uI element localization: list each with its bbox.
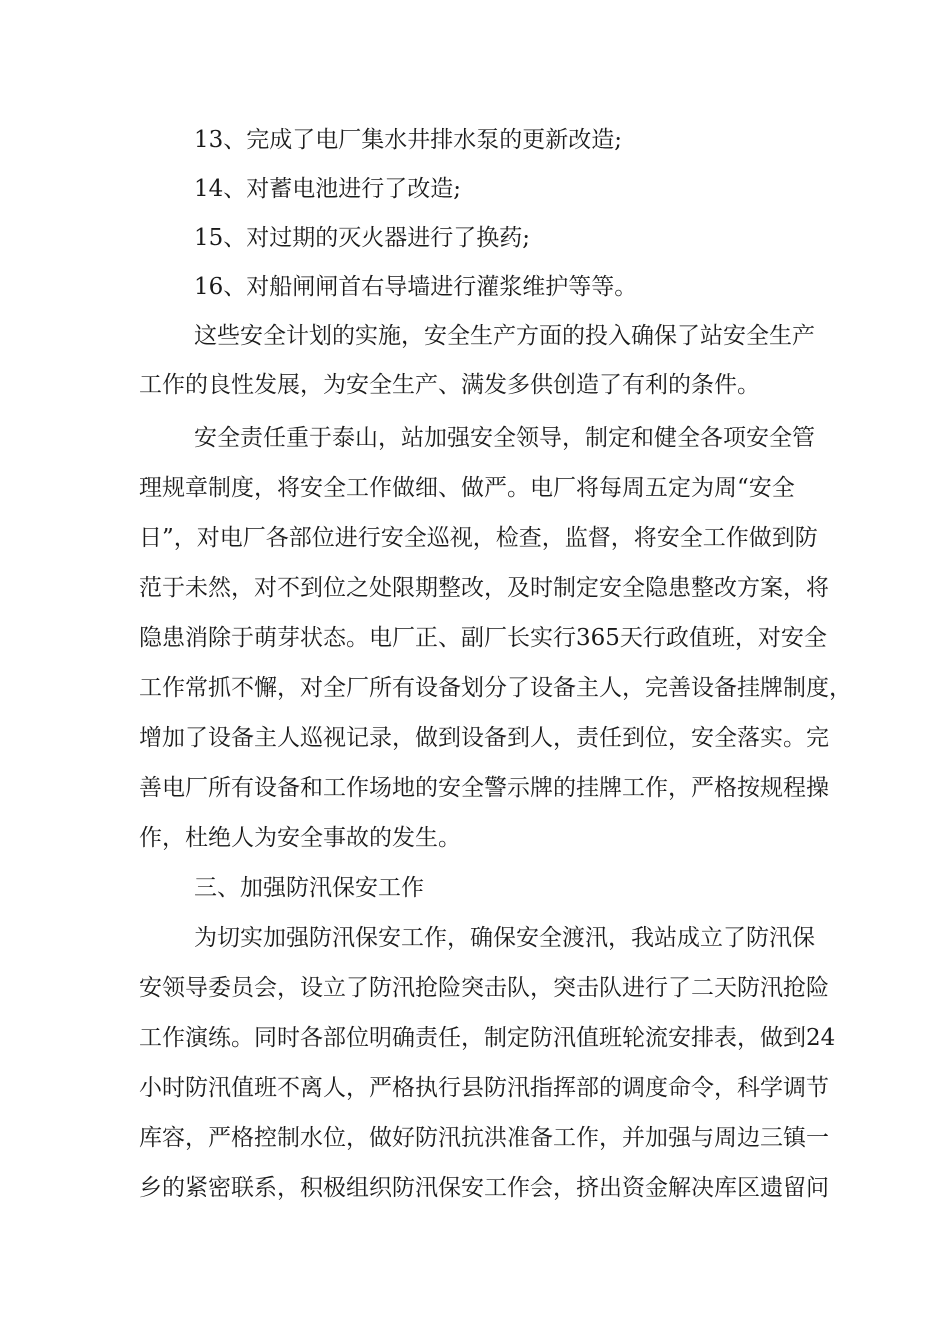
paragraph-line: 为切实加强防汛保安工作，确保安全渡汛，我站成立了防汛保: [194, 925, 815, 951]
paragraph-line: 工作常抓不懈，对全厂所有设备划分了设备主人，完善设备挂牌制度，: [139, 675, 852, 701]
paragraph-line: 这些安全计划的实施，安全生产方面的投入确保了站安全生产: [194, 323, 815, 349]
paragraph-line: 理规章制度，将安全工作做细、做严。电厂将每周五定为周“安全: [139, 475, 795, 501]
list-item-14: 14、对蓄电池进行了改造;: [194, 176, 462, 202]
list-item-15: 15、对过期的灭火器进行了换药;: [194, 225, 531, 251]
list-item-16: 16、对船闸闸首右导墙进行灌浆维护等等。: [194, 274, 638, 300]
paragraph-line: 安全责任重于泰山，站加强安全领导，制定和健全各项安全管: [194, 425, 815, 451]
paragraph-line: 日”，对电厂各部位进行安全巡视，检查，监督，将安全工作做到防: [139, 525, 818, 551]
paragraph-line: 范于未然，对不到位之处限期整改，及时制定安全隐患整改方案，将: [139, 575, 829, 601]
list-item-13: 13、完成了电厂集水井排水泵的更新改造;: [194, 127, 623, 153]
paragraph-line: 库容，严格控制水位，做好防汛抗洪准备工作，并加强与周边三镇一: [139, 1125, 829, 1151]
paragraph-line: 乡的紧密联系，积极组织防汛保安工作会，挤出资金解决库区遗留问: [139, 1175, 829, 1201]
paragraph-line: 作，杜绝人为安全事故的发生。: [139, 825, 461, 851]
paragraph-line: 工作演练。同时各部位明确责任，制定防汛值班轮流安排表，做到24: [139, 1025, 836, 1051]
paragraph-line: 小时防汛值班不离人，严格执行县防汛指挥部的调度命令，科学调节: [139, 1075, 829, 1101]
paragraph-line: 隐患消除于萌芽状态。电厂正、副厂长实行365天行政值班，对安全: [139, 625, 827, 651]
paragraph-line: 增加了设备主人巡视记录，做到设备到人，责任到位，安全落实。完: [139, 725, 829, 751]
paragraph-line: 工作的良性发展，为安全生产、满发多供创造了有利的条件。: [139, 372, 760, 398]
section-heading: 三、加强防汛保安工作: [194, 875, 424, 901]
paragraph-line: 安领导委员会，设立了防汛抢险突击队，突击队进行了二天防汛抢险: [139, 975, 829, 1001]
paragraph-line: 善电厂所有设备和工作场地的安全警示牌的挂牌工作，严格按规程操: [139, 775, 829, 801]
